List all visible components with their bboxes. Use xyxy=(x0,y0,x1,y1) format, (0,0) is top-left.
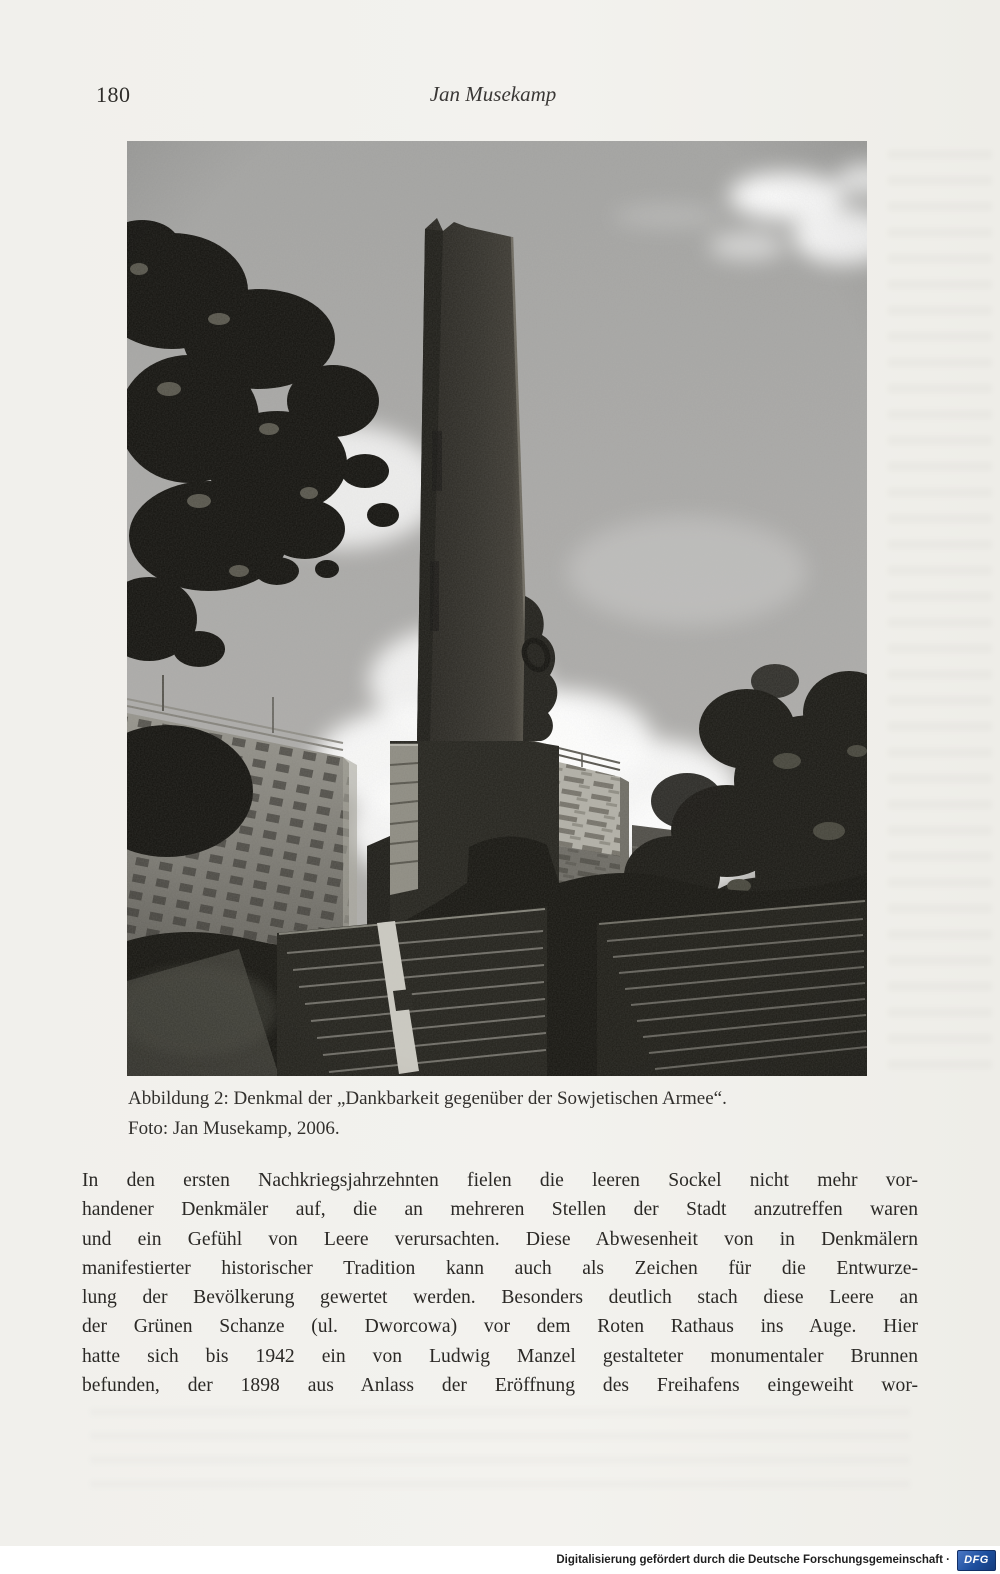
bleed-through-below-text xyxy=(90,1408,910,1488)
footer-text: Digitalisierung gefördert durch die Deutsche Forschungsgemeinschaft · xyxy=(556,1554,950,1566)
text-line: handener Denkmäler auf, die an mehreren Stellen der Stadt anzutreffen waren xyxy=(82,1199,918,1221)
text-line: hatte sich bis 1942 ein von Ludwig Manzel gestalteter monumentaler Brunnen xyxy=(82,1345,918,1367)
running-header: Jan Musekamp xyxy=(429,82,557,106)
body-paragraph xyxy=(82,1166,918,1400)
bleed-through-right-margin xyxy=(888,150,992,1080)
text-line: In den ersten Nachkriegsjahrzehnten fielen die leeren Sockel nicht mehr vor- xyxy=(82,1170,918,1191)
text-line: lung der Bevölkerung gewertet werden. Besonders deutlich stach diese Leere an xyxy=(82,1287,918,1309)
figure xyxy=(127,141,867,1076)
figure-caption xyxy=(128,1084,873,1144)
digitization-footer xyxy=(0,1546,1000,1574)
figure-caption-line2: Foto: Jan Musekamp, 2006. xyxy=(128,1118,340,1139)
text-line: der Grünen Schanze (ul. Dworcowa) vor dem Roten Rathaus ins Auge. Hier xyxy=(82,1316,918,1338)
text-line: und ein Gefühl von Leere verursachten. Diese Abwesenheit von in Denkmälern xyxy=(82,1228,918,1250)
page-number: 180 xyxy=(96,82,131,107)
text-line: manifestierter historischer Tradition kann auch als Zeichen für die Entwurze- xyxy=(82,1257,918,1279)
dfg-logo xyxy=(957,1550,996,1571)
dfg-logo-text: DFG xyxy=(964,1554,989,1566)
figure-caption-line1: Abbildung 2: Denkmal der „Dankbarkeit gegenüber der Sowjetischen Armee“. xyxy=(128,1088,727,1109)
text-line: befunden, der 1898 aus Anlass der Eröffnung des Freihafens eingeweiht wor- xyxy=(82,1375,918,1397)
monument-photo xyxy=(127,141,867,1076)
